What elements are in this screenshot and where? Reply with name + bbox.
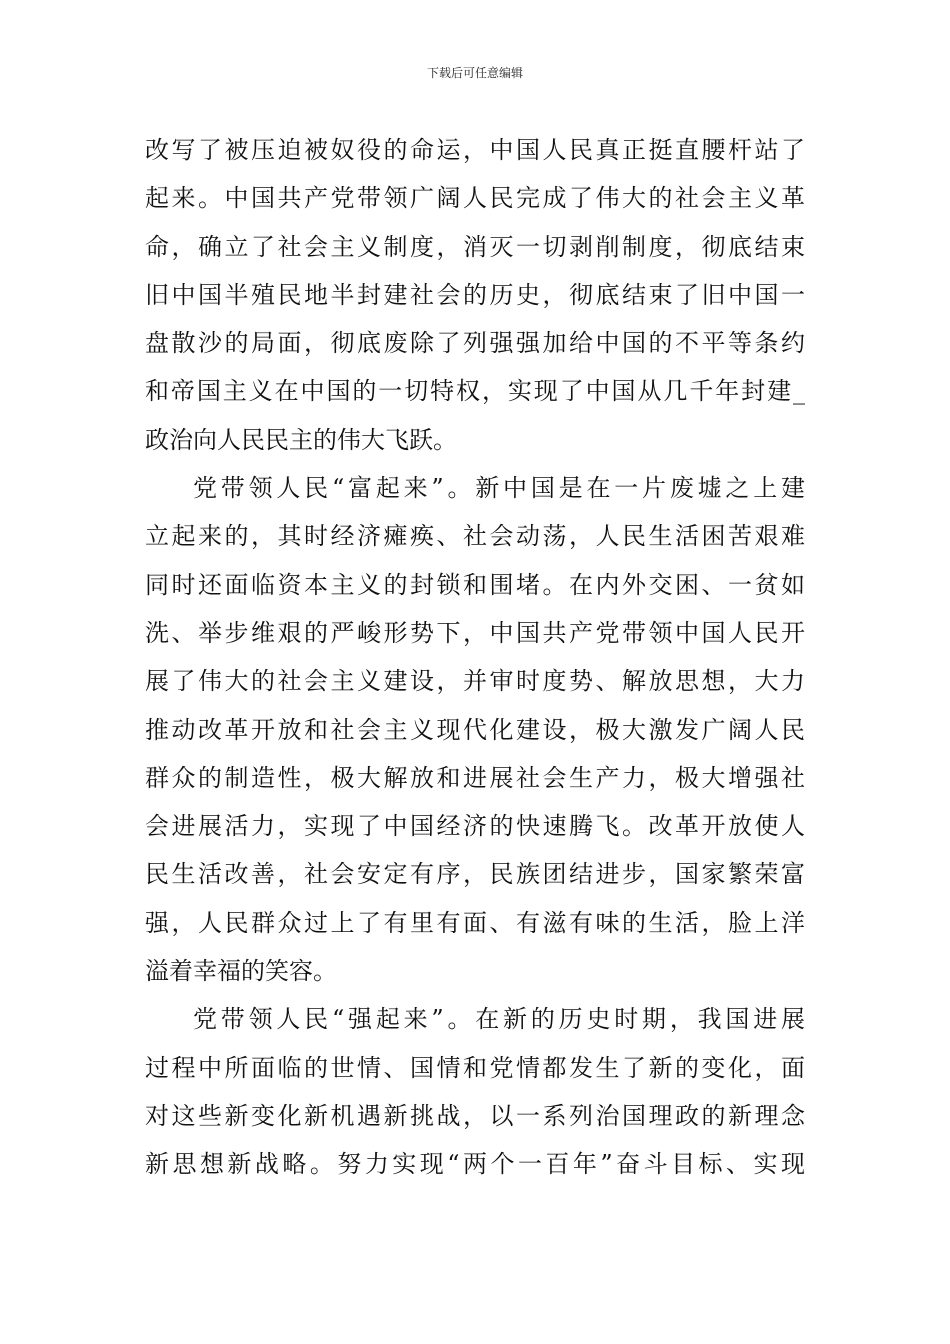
text-line: 民生活改善，社会安定有序，民族团结进步，国家繁荣富 <box>145 860 805 889</box>
text-line: 群众的制造性，极大解放和进展社会生产力，极大增强社 <box>145 763 805 792</box>
document-body <box>145 126 805 1189</box>
text-line: 起来。中国共产党带领广阔人民完成了伟大的社会主义革 <box>145 184 805 213</box>
text-line: 盘散沙的局面，彻底废除了列强强加给中国的不平等条约 <box>145 329 805 358</box>
text-line: 党带领人民“强起来”。在新的历史时期，我国进展 <box>193 1005 805 1034</box>
text-line: 过程中所面临的世情、国情和党情都发生了新的变化，面 <box>145 1053 805 1082</box>
text-line: 党带领人民“富起来”。新中国是在一片废墟之上建 <box>193 474 805 503</box>
text-line: 洗、举步维艰的严峻形势下，中国共产党带领中国人民开 <box>145 618 805 647</box>
text-line: 立起来的，其时经济瘫痪、社会动荡，人民生活困苦艰难 <box>145 522 805 551</box>
page-header: 下载后可任意编辑 <box>426 66 523 80</box>
paragraph <box>145 126 805 464</box>
text-line: 改写了被压迫被奴役的命运，中国人民真正挺直腰杆站了 <box>145 136 805 164</box>
text-line: 和帝国主义在中国的一切特权，实现了中国从几千年封建_ <box>145 377 805 406</box>
text-line: 展了伟大的社会主义建设，并审时度势、解放思想，大力 <box>145 667 805 696</box>
text-line: 强，人民群众过上了有里有面、有滋有味的生活，脸上洋 <box>145 908 805 937</box>
paragraph <box>145 464 805 995</box>
text-line: 命，确立了社会主义制度，消灭一切剥削制度，彻底结束 <box>145 232 805 261</box>
text-line: 同时还面临资本主义的封锁和围堵。在内外交困、一贫如 <box>145 570 805 599</box>
text-line: 推动改革开放和社会主义现代化建设，极大激发广阔人民 <box>145 715 805 744</box>
text-line: 政治向人民民主的伟大飞跃。 <box>145 425 457 454</box>
text-line: 会进展活力，实现了中国经济的快速腾飞。改革开放使人 <box>145 812 805 841</box>
text-line: 旧中国半殖民地半封建社会的历史，彻底结束了旧中国一 <box>145 280 805 309</box>
paragraph <box>145 995 805 1188</box>
text-line: 对这些新变化新机遇新挑战，以一系列治国理政的新理念 <box>145 1101 805 1130</box>
text-line: 新思想新战略。努力实现“两个一百年”奋斗目标、实现 <box>145 1150 805 1179</box>
text-line: 溢着幸福的笑容。 <box>145 957 337 986</box>
